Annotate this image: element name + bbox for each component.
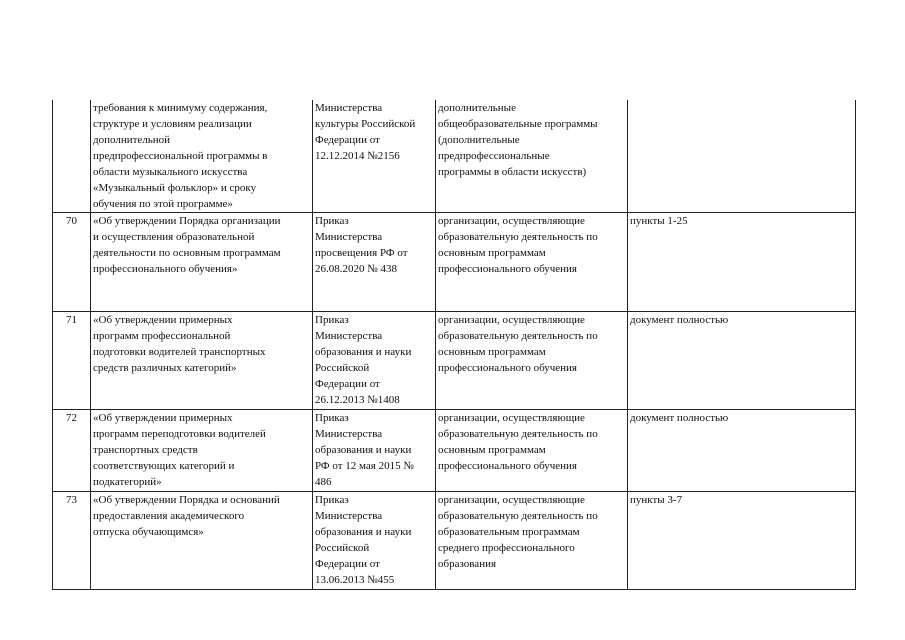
row-number: 71 xyxy=(53,312,91,410)
applicable-scope: документ полностью xyxy=(628,410,856,492)
row-number: 72 xyxy=(53,410,91,492)
issuing-act: Министерства культуры Российской Федерации от 12.12.2014 №2156 xyxy=(313,100,436,213)
issuing-act: Приказ Министерства образования и науки Российской Федерации от 26.12.2013 №1408 xyxy=(313,312,436,410)
applicable-scope: пункты 3-7 xyxy=(628,492,856,590)
issuing-act: Приказ Министерства образования и науки Российской Федерации от 13.06.2013 №455 xyxy=(313,492,436,590)
issuing-act: Приказ Министерства просвещения РФ от 26.08.2020 № 438 xyxy=(313,213,436,312)
applicable-scope: пункты 1-25 xyxy=(628,213,856,312)
document-title: требования к минимуму содержания, структуре и условиям реализации дополнительной предпрофессиональной программы в области музыкального искусства «Музыкальный фольклор» и сроку обучения по этой программе» xyxy=(91,100,313,213)
table-row xyxy=(53,312,856,410)
row-number: 70 xyxy=(53,213,91,312)
applicable-subjects: организации, осуществляющие образовательную деятельность по основным программам профессионального обучения xyxy=(436,410,628,492)
applicable-scope: документ полностью xyxy=(628,312,856,410)
document-title: «Об утверждении Порядка организации и осуществления образовательной деятельности по основным программам профессионального обучения» xyxy=(91,213,313,312)
document-title: «Об утверждении примерных программ профессиональной подготовки водителей транспортных средств различных категорий» xyxy=(91,312,313,410)
applicable-subjects: организации, осуществляющие образовательную деятельность по основным программам профессионального обучения xyxy=(436,312,628,410)
row-number: 73 xyxy=(53,492,91,590)
table-row xyxy=(53,100,856,213)
row-number xyxy=(53,100,91,213)
table-row xyxy=(53,492,856,590)
document-title: «Об утверждении Порядка и оснований предоставления академического отпуска обучающимся» xyxy=(91,492,313,590)
document-title: «Об утверждении примерных программ переподготовки водителей транспортных средств соответствующих категорий и подкатегорий» xyxy=(91,410,313,492)
table-row xyxy=(53,410,856,492)
applicable-subjects: организации, осуществляющие образовательную деятельность по образовательным программам среднего профессионального образования xyxy=(436,492,628,590)
regulations-table xyxy=(52,100,856,590)
applicable-scope xyxy=(628,100,856,213)
issuing-act: Приказ Министерства образования и науки РФ от 12 мая 2015 № 486 xyxy=(313,410,436,492)
applicable-subjects: дополнительные общеобразовательные программы (дополнительные предпрофессиональные программы в области искусств) xyxy=(436,100,628,213)
table-row xyxy=(53,213,856,312)
applicable-subjects: организации, осуществляющие образовательную деятельность по основным программам профессионального обучения xyxy=(436,213,628,312)
